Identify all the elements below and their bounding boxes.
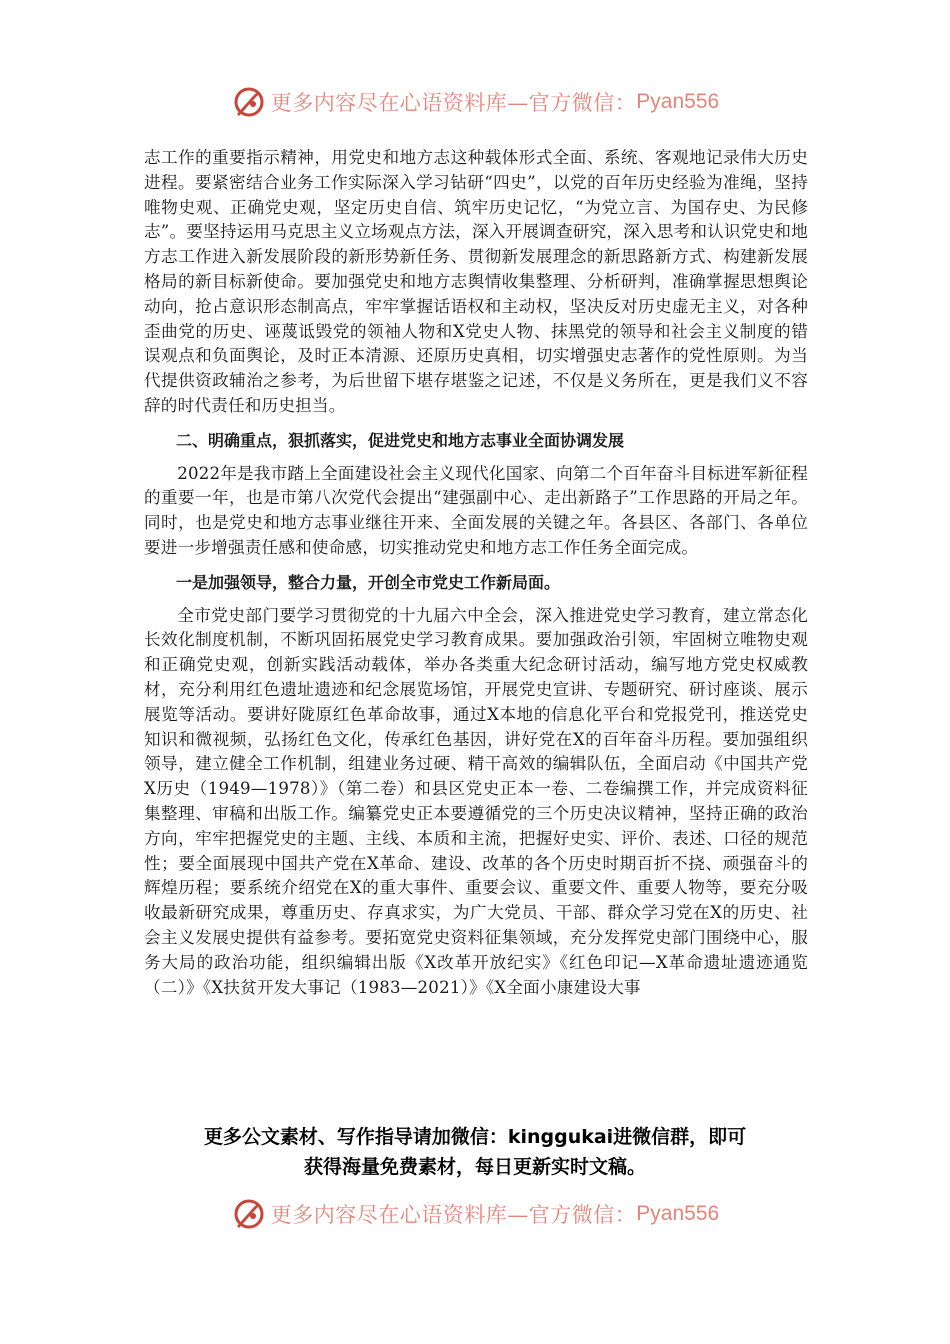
paragraph-2: 2022年是我市踏上全面建设社会主义现代化国家、向第二个百年奋斗目标进军新征程的重要一年，也是市第八次党代会提出“建强副中心、走出新路子”工作思路的开局之年。同时，也是党史和地方志事业继往开来、全面发展的关键之年。各县区、各部门、各单位要进一步增强责任感和使命感，切实推动党史和地方志工作任务全面完成。 — [144, 463, 808, 557]
banner-text: 更多内容尽在心语资料库—官方微信： — [270, 91, 637, 115]
header-banner — [0, 82, 950, 122]
brand-logo-icon — [231, 1196, 267, 1232]
promo-line-1: 更多公文素材、写作指导请加微信：kinggukai进微信群，即可 — [203, 1126, 747, 1148]
footer-banner — [0, 1194, 950, 1234]
section-heading-2: 二、明确重点，狠抓落实，促进党史和地方志事业全面协调发展 — [176, 430, 625, 450]
subsection-heading-1: 一是加强领导，整合力量，开创全市党史工作新局面。 — [176, 572, 561, 592]
paragraph-1: 志工作的重要指示精神，用党史和地方志这种载体形式全面、系统、客观地记录伟大历史进程。要紧密结合业务工作实际深入学习钻研“四史”，以党的百年历史经验为准绳，坚持唯物史观、正确党史观，坚定历史自信、筑牢历史记忆，“为党立言、为国存史、为民修志”。要坚持运用马克思主义立场观点方法，深入开展调查研究，深入思考和认识党史和地方志工作进入新发展阶段的新形势新任务、贯彻新发展理念的新思路新方式、构建新发展格局的新目标新使命。要加强党史和地方志舆情收集整理、分析研判，准确掌握思想舆论动向，抢占意识形态制高点，牢牢掌握话语权和主动权，坚决反对历史虚无主义，对各种歪曲党的历史、诬蔑诋毁党的领袖人物和X党史人物、抹黑党的领导和社会主义制度的错误观点和负面舆论，及时正本清源、还原历史真相，切实增强史志著作的党性原则。为当代提供资政辅治之参考，为后世留下堪存堪鉴之记述，不仅是义务所在，更是我们义不容辞的时代责任和历史担当。 — [144, 148, 808, 415]
brand-logo-icon — [231, 84, 267, 120]
banner-wechat-id: Pyan556 — [636, 90, 720, 113]
paragraph-3: 全市党史部门要学习贯彻党的十九届六中全会，深入推进党史学习教育，建立常态化长效化制度机制，不断巩固拓展党史学习教育成果。要加强政治引领，牢固树立唯物史观和正确党史观，创新实践活动载体，举办各类重大纪念研讨活动，编写地方党史权威教材，充分利用红色遗址遗迹和纪念展览场馆，开展党史宣讲、专题研究、研讨座谈、展示展览等活动。要讲好陇原红色革命故事，通过X本地的信息化平台和党报党刊，推送党史知识和微视频，弘扬红色文化，传承红色基因，讲好党在X的百年奋斗历程。要加强组织领导，建立健全工作机制，组建业务过硬、精干高效的编辑队伍，全面启动《中国共产党X历史（1949—1978）》（第二卷）和县区党史正本一卷、二卷编撰工作，并完成资料征集整理、审稿和出版工作。编纂党史正本要遵循党的三个历史决议精神，坚持正确的政治方向，牢牢把握党史的主题、主线、本质和主流，把握好史实、评价、表述、口径的规范性；要全面展现中国共产党在X革命、建设、改革的各个历史时期百折不挠、顽强奋斗的辉煌历程；要系统介绍党在X的重大事件、重要会议、重要文件、重要人物等，要充分吸收最新研究成果，尊重历史、存真求实，为广大党员、干部、群众学习党在X的历史、社会主义发展史提供有益参考。要拓宽党史资料征集领域，充分发挥党史部门围绕中心，服务大局的政治功能，组织编辑出版《X改革开放纪实》《红色印记—X革命遗址遗迹通览（二）》《X扶贫开发大事记（1983—2021）》《X全面小康建设大事 — [144, 605, 808, 997]
promo-line-2: 获得海量免费素材，每日更新实时文稿。 — [303, 1156, 646, 1178]
promo-notice — [60, 1122, 890, 1182]
banner-wechat-id: Pyan556 — [636, 1202, 720, 1225]
banner-text: 更多内容尽在心语资料库—官方微信： — [270, 1203, 637, 1227]
document-body — [144, 146, 808, 1000]
